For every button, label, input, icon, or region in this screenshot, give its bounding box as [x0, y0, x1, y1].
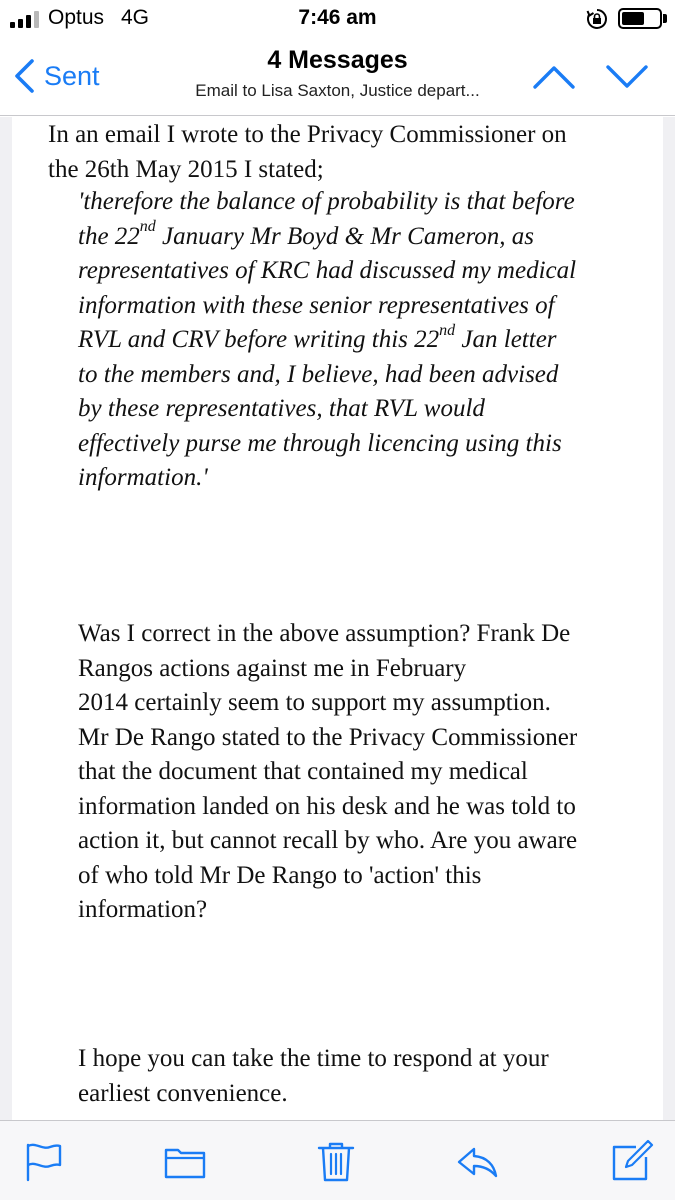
trash-icon — [314, 1139, 358, 1183]
text-line: information with these senior representatives of — [78, 291, 555, 319]
next-message-button[interactable] — [604, 62, 650, 92]
chevron-up-icon — [535, 68, 573, 87]
message-body[interactable] — [12, 117, 663, 1120]
text-line: 2014 certainly seem to support my assumption. — [78, 689, 551, 716]
text-line — [78, 323, 648, 358]
reply-button[interactable] — [455, 1139, 499, 1183]
flag-icon — [22, 1139, 66, 1183]
battery-icon — [618, 8, 662, 29]
previous-message-button[interactable] — [531, 62, 577, 92]
chevron-down-icon — [608, 67, 646, 86]
rotation-lock-icon — [586, 8, 608, 30]
text-line: to the members and, I believe, had been advised — [78, 360, 559, 388]
compose-button[interactable] — [610, 1139, 654, 1183]
battery-tip — [663, 14, 667, 23]
left-margin — [0, 117, 12, 1120]
text-line: by these representatives, that RVL would — [78, 395, 485, 422]
text-segment: Jan letter — [455, 326, 557, 353]
quoted-statement — [78, 185, 648, 496]
network-type: 4G — [121, 6, 150, 29]
text-line: information landed on his desk and he was told to — [78, 792, 576, 820]
closing-paragraph — [78, 1042, 653, 1111]
text-line: earliest convenience. — [78, 1079, 288, 1107]
delete-button[interactable] — [314, 1139, 358, 1183]
reply-icon — [455, 1139, 499, 1183]
folder-icon — [163, 1139, 207, 1183]
text-segment: RVL and CRV before writing this 22 — [78, 326, 440, 353]
text-line: 'therefore the balance of probability is that before — [78, 188, 575, 215]
text-line: Was I correct in the above assumption? Frank De — [78, 620, 571, 647]
intro-paragraph — [48, 118, 658, 187]
carrier-name: Optus — [48, 6, 105, 29]
text-line: information? — [78, 896, 208, 923]
text-line: that the document that contained my medical — [78, 758, 528, 785]
thread-subject: Email to Lisa Saxton, Justice depart... — [195, 81, 480, 100]
text-line: effectively purse me through licencing using this — [78, 429, 562, 457]
text-line: representatives of KRC had discussed my medical — [78, 257, 577, 284]
back-label: Sent — [44, 60, 100, 91]
text-line: In an email I wrote to the Privacy Commissioner on — [48, 121, 567, 148]
ordinal-suffix: nd — [139, 218, 156, 236]
text-segment: the 22 — [78, 222, 140, 250]
page-title: 4 Messages — [267, 46, 408, 74]
right-margin — [663, 117, 675, 1120]
text-line: of who told Mr De Rango to 'action' this — [78, 861, 482, 889]
text-line: I hope you can take the time to respond at your — [78, 1045, 549, 1072]
text-line: Rangos actions against me in February — [78, 654, 467, 682]
status-time: 7:46 am — [298, 6, 377, 29]
text-line: Mr De Rango stated to the Privacy Commissioner — [78, 723, 578, 751]
move-to-folder-button[interactable] — [163, 1139, 207, 1183]
text-line: action it, but cannot recall by who. Are you aware — [78, 827, 578, 854]
ordinal-suffix: nd — [439, 321, 456, 339]
navigation-bar — [0, 38, 675, 116]
text-line: information.' — [78, 464, 208, 491]
status-bar — [0, 0, 675, 38]
text-line — [78, 220, 648, 255]
text-line: the 26th May 2015 I stated; — [48, 155, 324, 183]
question-paragraph — [78, 617, 653, 928]
bottom-toolbar — [0, 1120, 675, 1200]
compose-icon — [610, 1139, 654, 1183]
text-segment: January Mr Boyd & Mr Cameron, as — [155, 222, 534, 250]
flag-button[interactable] — [22, 1139, 66, 1183]
